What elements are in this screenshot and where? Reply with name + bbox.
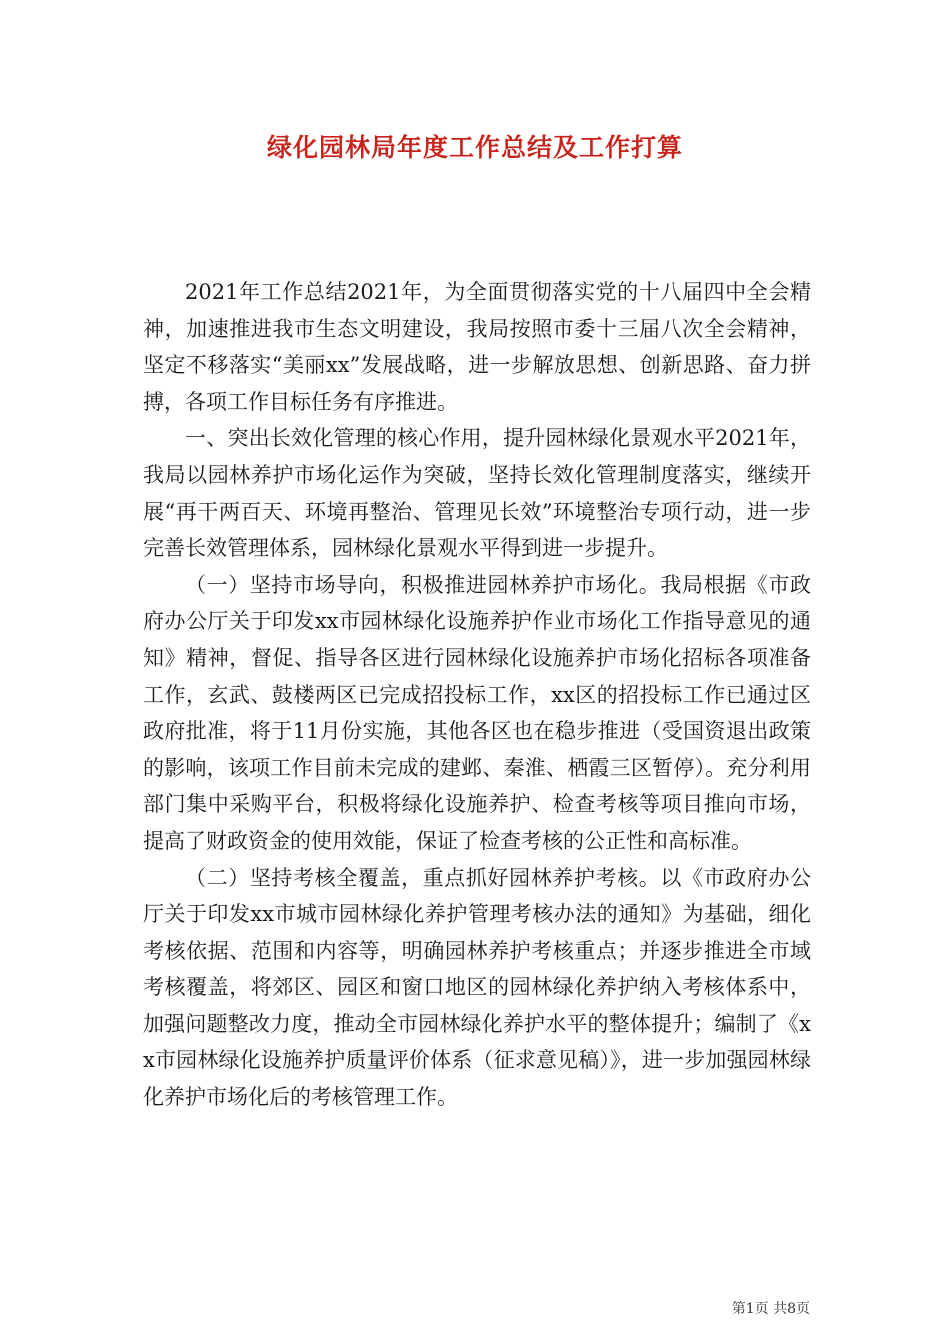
document-body: [143, 274, 811, 1116]
paragraph-summary-intro: 2021年工作总结2021年，为全面贯彻落实党的十八届四中全会精神，加速推进我市生态文明建设，我局按照市委十三届八次全会精神，坚定不移落实“美丽xx”发展战略，进一步解放思想、创新思路、奋力拼搏，各项工作目标任务有序推进。: [143, 280, 811, 414]
document-title: 绿化园林局年度工作总结及工作打算: [266, 133, 683, 162]
paragraph-section-one: 一、突出长效化管理的核心作用，提升园林绿化景观水平2021年，我局以园林养护市场化运作为突破，坚持长效化管理制度落实，继续开展“再干两百天、环境再整治、管理见长效”环境整治专项行动，进一步完善长效管理体系，园林绿化景观水平得到进一步提升。: [143, 426, 811, 561]
page-number: 第1页 共8页: [731, 1301, 810, 1317]
paragraph-subsection-two: （二）坚持考核全覆盖，重点抓好园林养护考核。以《市政府办公厅关于印发xx市城市园林绿化养护管理考核办法的通知》为基础，细化考核依据、范围和内容等，明确园林养护考核重点；并逐步推进全市域考核覆盖，将郊区、园区和窗口地区的园林绿化养护纳入考核体系中，加强问题整改力度，推动全市园林绿化养护水平的整体提升；编制了《xx市园林绿化设施养护质量评价体系（征求意见稿）》，进一步加强园林绿化养护市场化后的考核管理工作。: [143, 865, 811, 1110]
paragraph-subsection-one: （一）坚持市场导向，积极推进园林养护市场化。我局根据《市政府办公厅关于印发xx市园林绿化设施养护作业市场化工作指导意见的通知》精神，督促、指导各区进行园林绿化设施养护市场化招标各项准备工作，玄武、鼓楼两区已完成招投标工作，xx区的招投标工作已通过区政府批准，将于11月份实施，其他各区也在稳步推进（受国资退出政策的影响，该项工作目前未完成的建邺、秦淮、栖霞三区暂停）。充分利用部门集中采购平台，积极将绿化设施养护、检查考核等项目推向市场，提高了财政资金的使用效能，保证了检查考核的公正性和高标准。: [143, 572, 811, 853]
